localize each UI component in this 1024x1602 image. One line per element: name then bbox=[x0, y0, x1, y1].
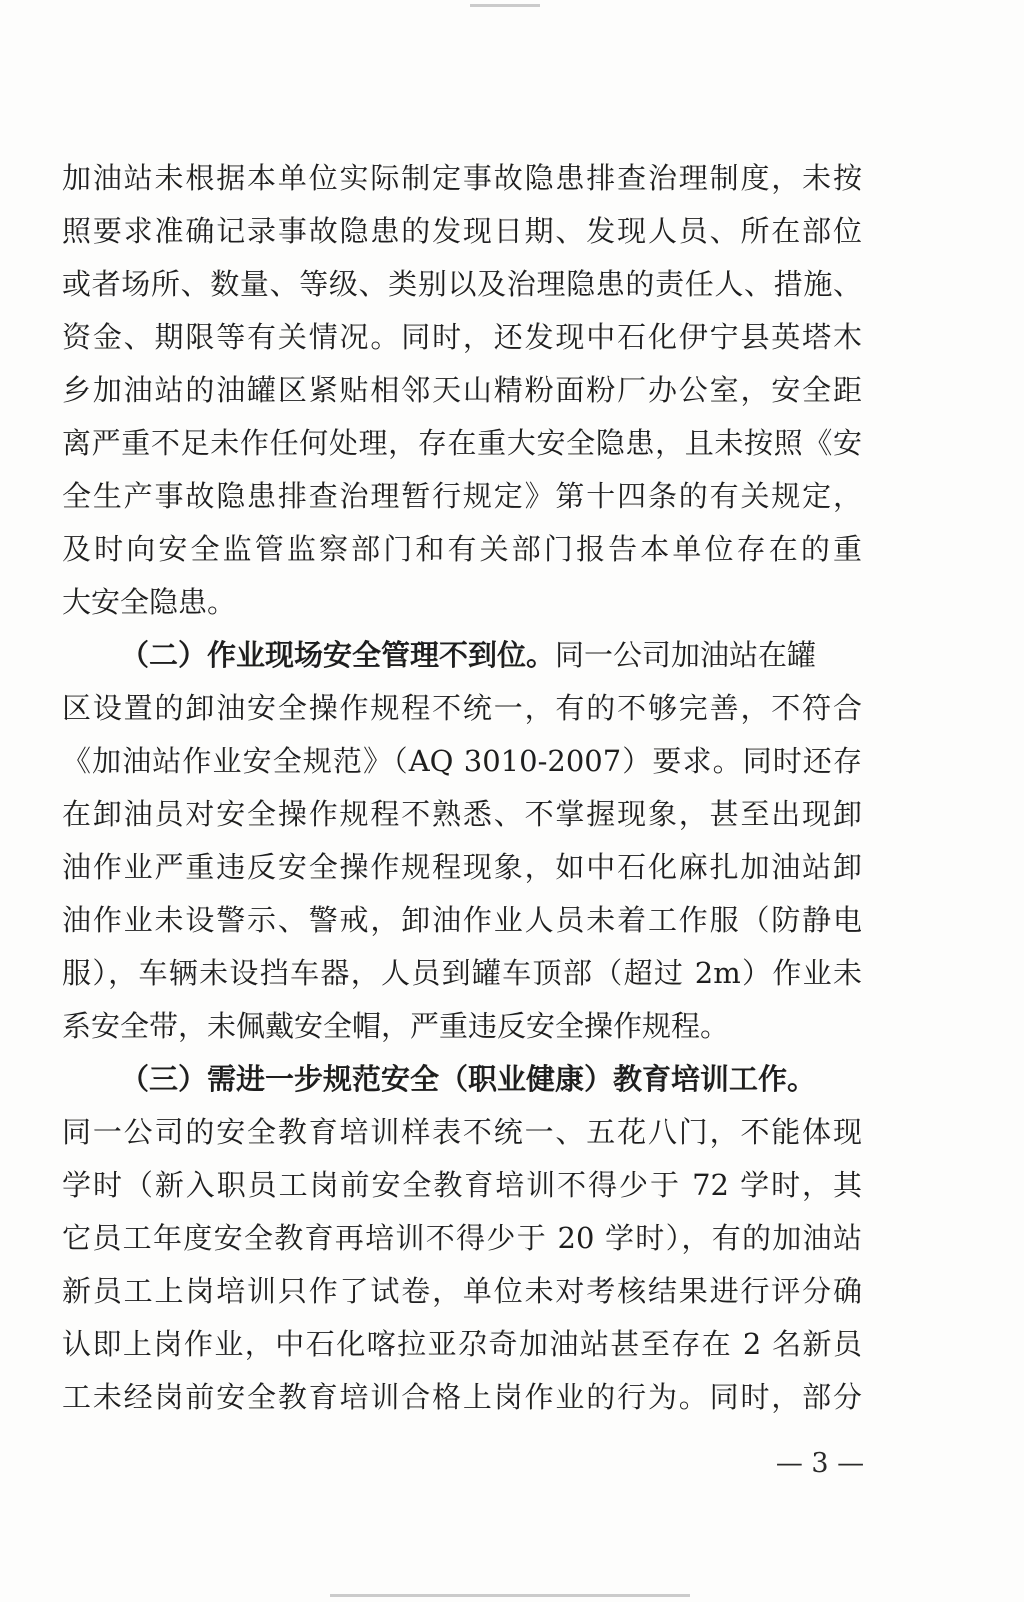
text-line: 服），车辆未设挡车器，人员到罐车顶部（超过 2m）作业未 bbox=[62, 956, 862, 990]
text-line: 大安全隐患。 bbox=[62, 585, 237, 619]
document-body bbox=[62, 152, 862, 1424]
text-line: 或者场所、数量、等级、类别以及治理隐患的责任人、措施、 bbox=[62, 267, 862, 301]
text-line: 加油站未根据本单位实际制定事故隐患排查治理制度，未按 bbox=[62, 161, 862, 195]
section-2-first-line bbox=[62, 629, 862, 682]
text-line: 它员工年度安全教育再培训不得少于 20 学时），有的加油站 bbox=[62, 1221, 862, 1255]
text-line: 区设置的卸油安全操作规程不统一，有的不够完善，不符合 bbox=[62, 691, 862, 725]
text-line: 同一公司的安全教育培训样表不统一、五花八门，不能体现 bbox=[62, 1115, 862, 1149]
text-line: 油作业未设警示、警戒，卸油作业人员未着工作服（防静电 bbox=[62, 903, 862, 937]
text-line: 油作业严重违反安全操作规程现象，如中石化麻扎加油站卸 bbox=[62, 850, 862, 884]
text-line: 新员工上岗培训只作了试卷，单位未对考核结果进行评分确 bbox=[62, 1274, 862, 1308]
text-line: 系安全带，未佩戴安全帽，严重违反安全操作规程。 bbox=[62, 1009, 730, 1043]
section-2-heading: （二）作业现场安全管理不到位。 bbox=[120, 638, 556, 672]
text-line: 资金、期限等有关情况。同时，还发现中石化伊宁县英塔木 bbox=[62, 320, 862, 354]
text-line: 认即上岗作业，中石化喀拉亚尕奇加油站甚至存在 2 名新员 bbox=[62, 1327, 862, 1361]
page-number: — 3 — bbox=[775, 1448, 865, 1479]
section-3-heading: （三）需进一步规范安全（职业健康）教育培训工作。 bbox=[120, 1062, 817, 1096]
text-line: 及时向安全监管监察部门和有关部门报告本单位存在的重 bbox=[62, 532, 862, 566]
text-line: 《加油站作业安全规范》（AQ 3010-2007）要求。同时还存 bbox=[62, 744, 862, 778]
text-line: 在卸油员对安全操作规程不熟悉、不掌握现象，甚至出现卸 bbox=[62, 797, 862, 831]
section-2-first-line-text: 同一公司加油站在罐 bbox=[555, 638, 817, 672]
top-edge-mark bbox=[470, 4, 540, 7]
text-line: 学时（新入职员工岗前安全教育培训不得少于 72 学时，其 bbox=[62, 1168, 862, 1202]
text-line: 乡加油站的油罐区紧贴相邻天山精粉面粉厂办公室，安全距 bbox=[62, 373, 862, 407]
text-line: 离严重不足未作任何处理，存在重大安全隐患，且未按照《安 bbox=[62, 426, 862, 460]
text-line: 工未经岗前安全教育培训合格上岗作业的行为。同时，部分 bbox=[62, 1380, 862, 1414]
bottom-edge-mark bbox=[330, 1594, 690, 1597]
text-line: 照要求准确记录事故隐患的发现日期、发现人员、所在部位 bbox=[62, 214, 862, 248]
text-line: 全生产事故隐患排查治理暂行规定》第十四条的有关规定， bbox=[62, 479, 862, 513]
